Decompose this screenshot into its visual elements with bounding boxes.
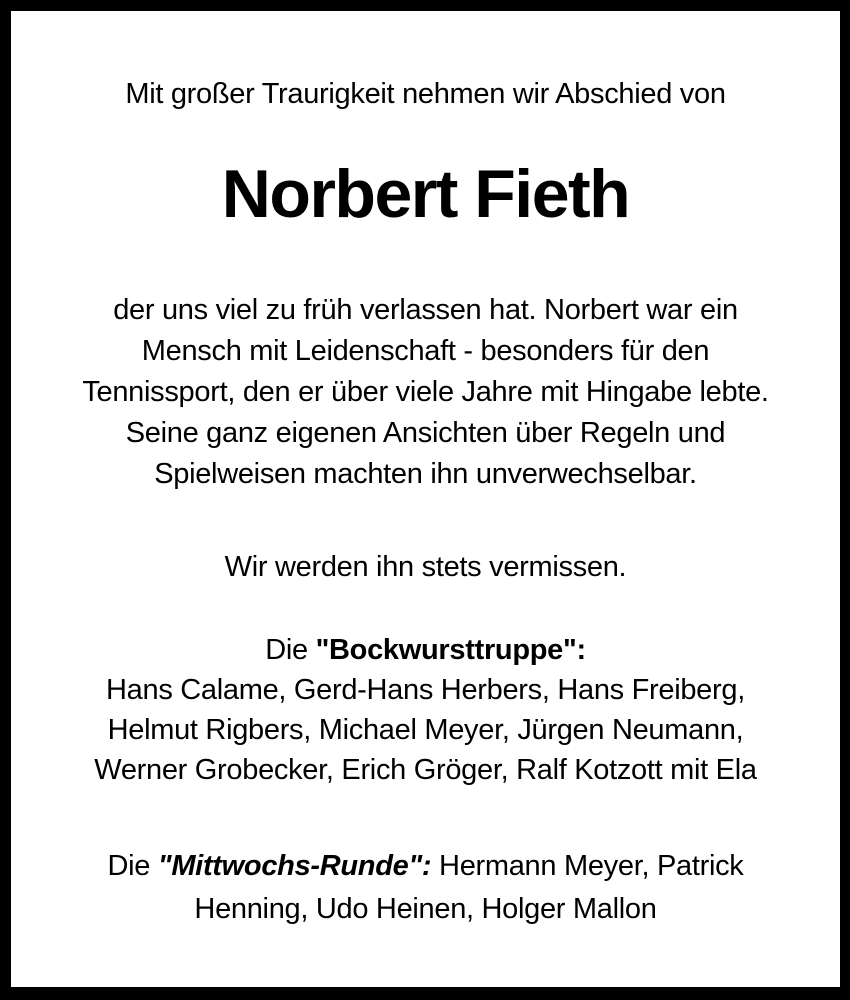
group-prefix: Die: [265, 634, 308, 666]
group-mittwochs-runde-line-1: [11, 845, 840, 888]
intro-line: Mit großer Traurigkeit nehmen wir Abschied von: [125, 78, 726, 110]
group-member-line: Hans Calame, Gerd-Hans Herbers, Hans Freiberg,: [106, 674, 745, 706]
group-prefix: Die: [107, 850, 151, 882]
farewell-line: Wir werden ihn stets vermissen.: [224, 551, 627, 583]
tribute-paragraph: [11, 290, 840, 495]
tribute-line-5: Spielweisen machten ihn unverwechselbar.: [154, 458, 697, 490]
tribute-line-1: der uns viel zu früh verlassen hat. Norbert war ein: [113, 294, 738, 326]
group-member-line: Hermann Meyer, Patrick: [439, 850, 744, 882]
group-member-line: Werner Grobecker, Erich Gröger, Ralf Kotzott mit Ela: [94, 754, 757, 786]
deceased-name: Norbert Fieth: [221, 156, 630, 232]
group-bockwursttruppe-heading: [11, 630, 840, 670]
group-mittwochs-runde: [11, 845, 840, 931]
tribute-line-4: Seine ganz eigenen Ansichten über Regeln und: [125, 417, 726, 449]
group-member-line: Henning, Udo Heinen, Holger Mallon: [194, 893, 657, 925]
group-bockwursttruppe: [11, 630, 840, 790]
tribute-line-3: Tennissport, den er über viele Jahre mit Hingabe lebte.: [82, 376, 769, 408]
tribute-line-2: Mensch mit Leidenschaft - besonders für den: [141, 335, 710, 367]
group-name-bold: "Bockwursttruppe":: [315, 634, 586, 666]
group-member-line: Helmut Rigbers, Michael Meyer, Jürgen Neumann,: [107, 714, 744, 746]
group-name-bold-italic: "Mittwochs-Runde":: [157, 850, 432, 882]
